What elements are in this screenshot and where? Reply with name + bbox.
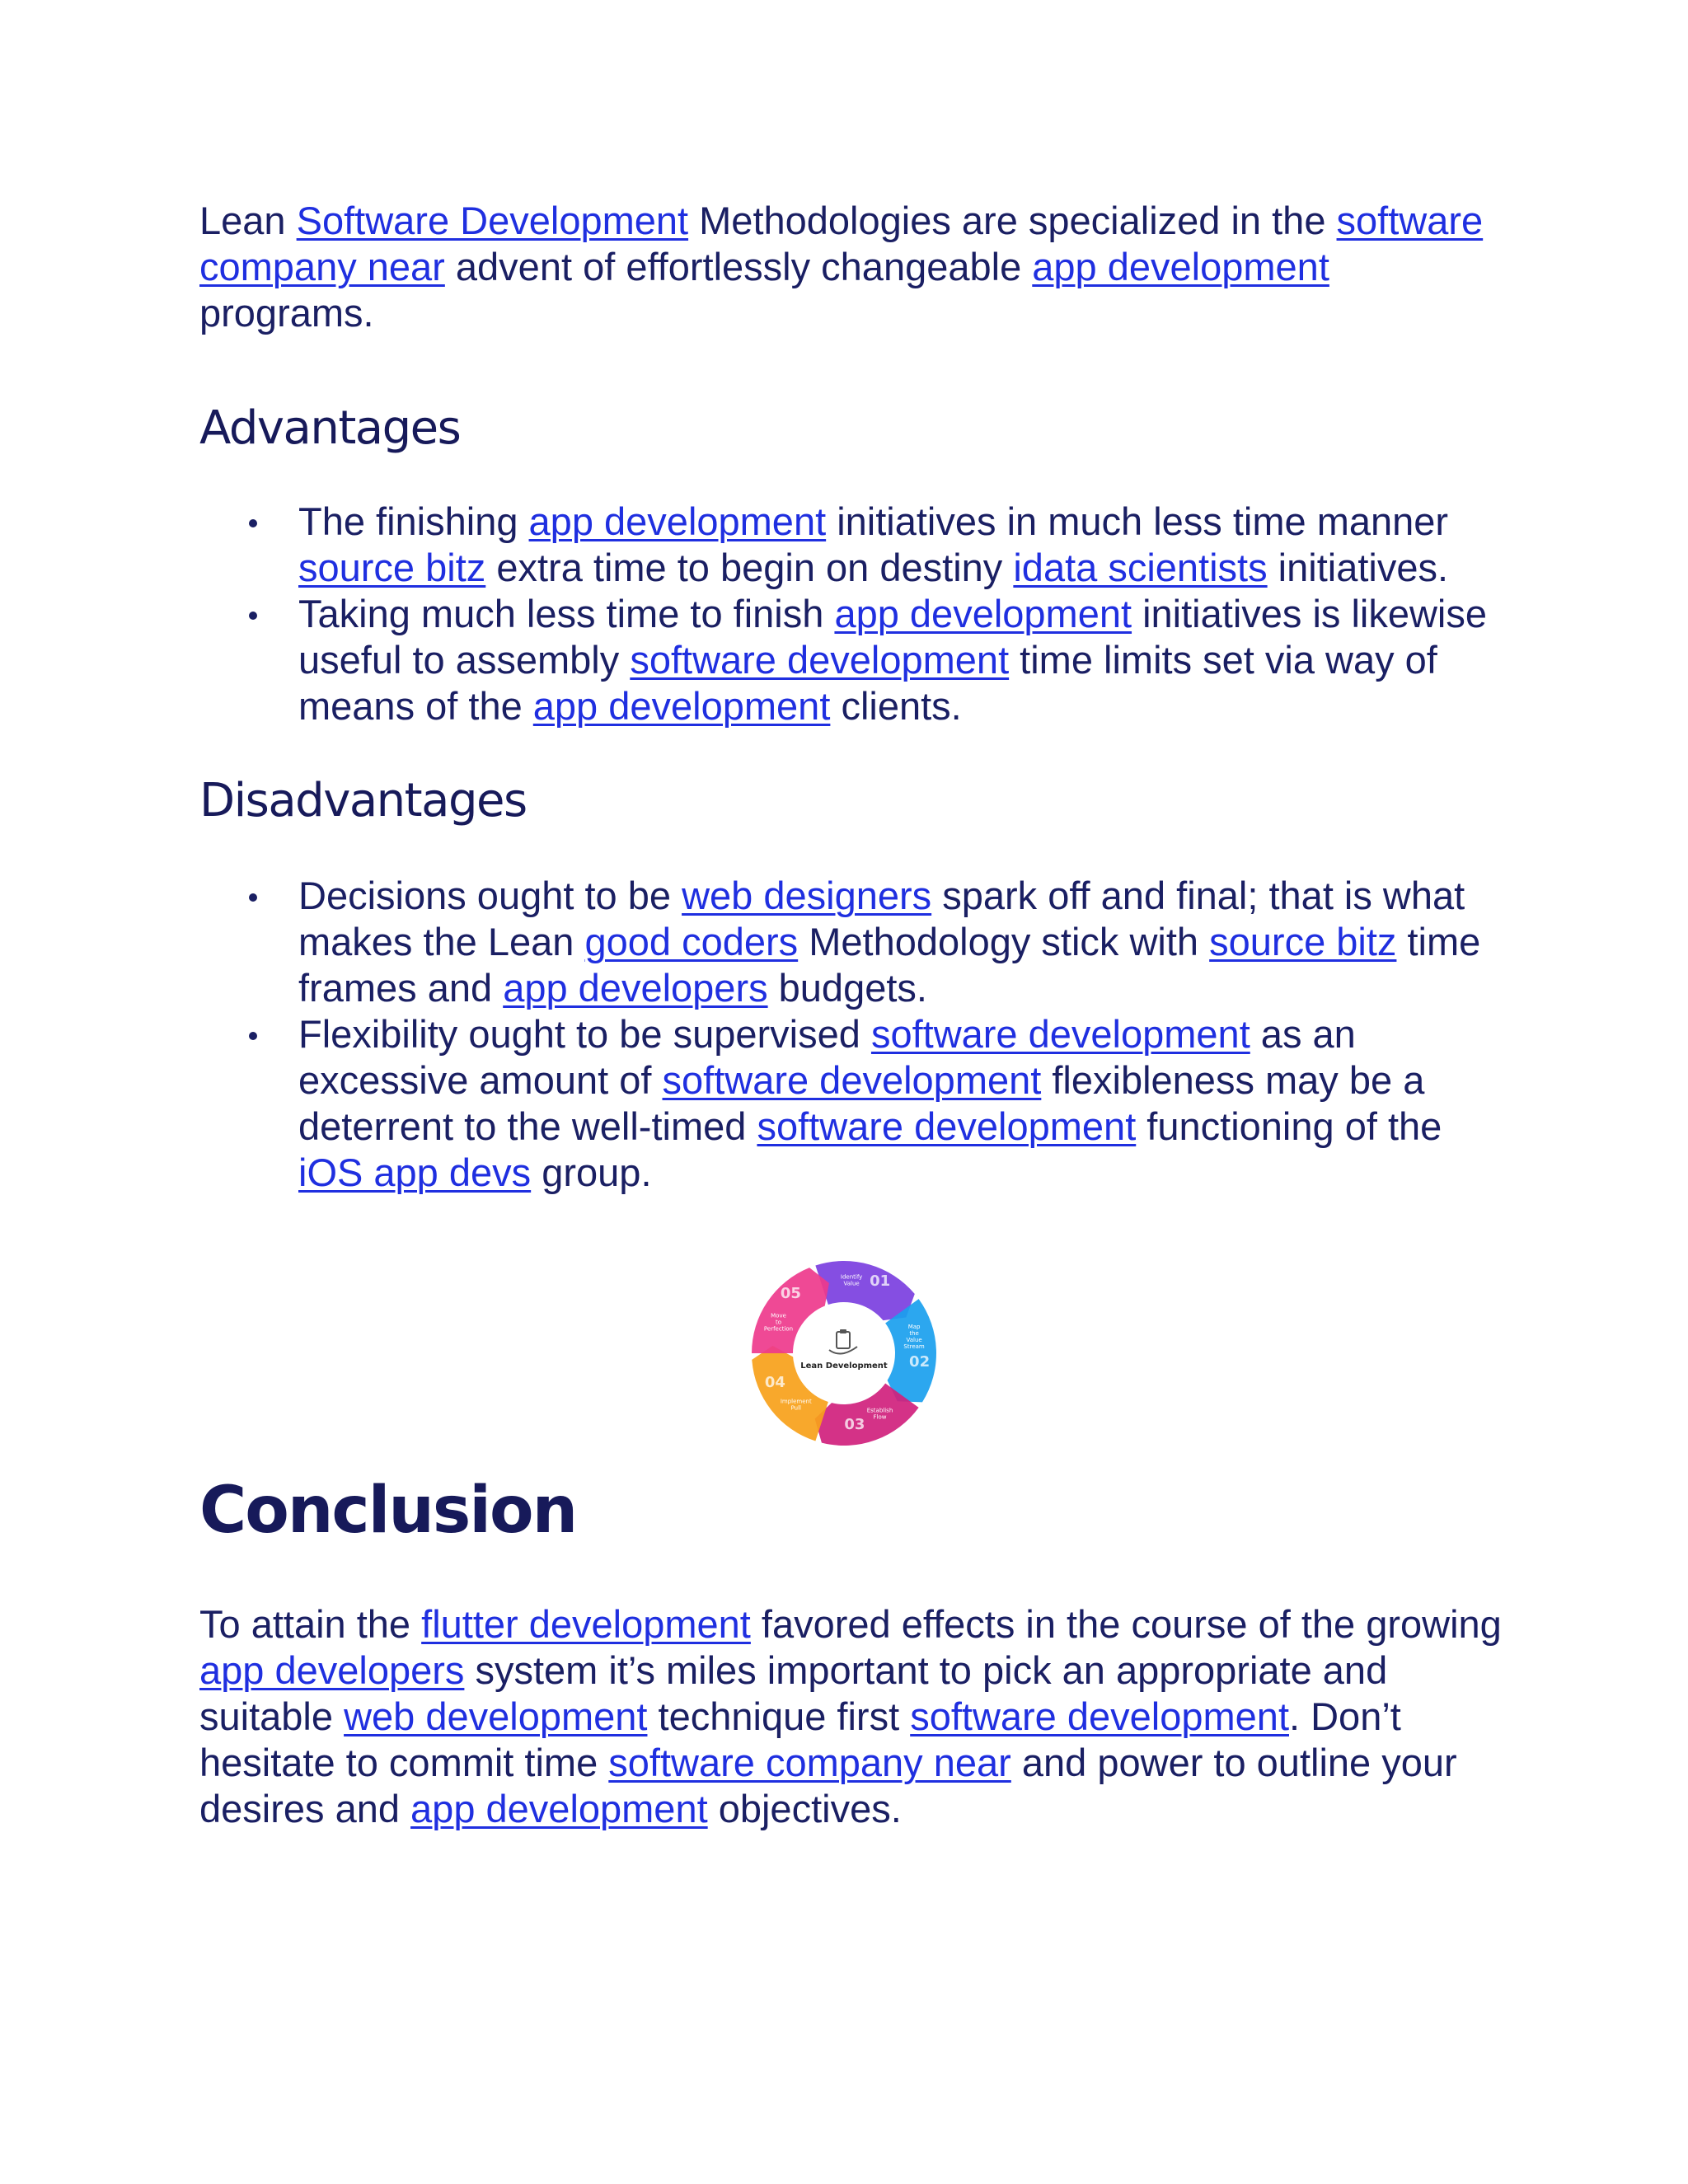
link-flutter-development[interactable]: flutter development [421,1602,751,1646]
conclusion-heading: Conclusion [199,1474,577,1548]
link-software-development[interactable]: Software Development [296,199,689,242]
disadvantage-2-text-5: group. [531,1151,652,1194]
disadvantage-1-text-1: Decisions ought to be [298,874,682,917]
conclusion-text-2: favored effects in the course of the growing [750,1602,1502,1646]
link-app-development[interactable]: app development [834,592,1132,635]
disadvantage-2-text-2: as an excessive amount of [298,1012,1356,1102]
advantage-2-text-4: clients. [830,684,962,728]
link-software-development[interactable]: software development [630,638,1010,682]
bullet-icon [249,893,257,902]
disadvantage-1-text-2: spark off and final; that is what makes the Lean [298,874,1465,963]
link-software-development[interactable]: software development [757,1104,1137,1148]
document-page [199,198,1502,1196]
link-software-company-near[interactable]: software company near [199,199,1484,288]
link-app-development[interactable]: app development [528,499,827,543]
link-web-development[interactable]: web development [344,1694,648,1738]
link-idata-scientists[interactable]: idata scientists [1013,546,1268,589]
cycle-step-label: Identify Value [840,1273,863,1287]
link-web-designers[interactable]: web designers [682,874,932,917]
advantages-list [199,499,1502,729]
diagram-center-label: Lean Development [800,1361,888,1371]
link-source-bitz[interactable]: source bitz [1209,920,1397,963]
conclusion-paragraph [199,1601,1502,1832]
disadvantage-2-text-3: flexibleness may be a deterrent to the well-timed [298,1058,1425,1148]
advantage-1-text-1: The finishing [298,499,529,543]
list-item [199,873,1502,1011]
cycle-step-label: Map the Value Stream [903,1323,925,1350]
disadvantage-2-text-1: Flexibility ought to be supervised [298,1012,871,1056]
link-app-developers[interactable]: app developers [503,966,768,1010]
intro-text-1: Lean [199,199,297,242]
link-good-coders[interactable]: good coders [584,920,799,963]
conclusion-text-1: To attain the [199,1602,422,1646]
advantage-2-text-1: Taking much less time to finish [298,592,835,635]
bullet-icon [249,612,257,620]
link-software-development[interactable]: software development [662,1058,1042,1102]
conclusion-text-3: system it’s miles important to pick an appropriate and suitable [199,1648,1388,1738]
link-software-development[interactable]: software development [870,1012,1250,1056]
advantages-heading: Advantages [199,401,461,455]
bullet-icon [249,519,257,527]
link-app-development[interactable]: app development [410,1787,708,1830]
advantage-1-text-3: extra time to begin on destiny [485,546,1014,589]
disadvantage-2-text-4: functioning of the [1136,1104,1442,1148]
intro-paragraph [199,198,1502,336]
link-source-bitz[interactable]: source bitz [298,546,486,589]
conclusion-text-5: . Don’t hesitate to commit time [199,1694,1401,1784]
link-ios-app-devs[interactable]: iOS app devs [298,1151,532,1194]
cycle-step-number: 01 [870,1272,891,1290]
disadvantages-list [199,873,1502,1196]
link-app-development[interactable]: app development [1032,245,1329,288]
intro-text-2: Methodologies are specialized in the [688,199,1337,242]
cycle-step-number: 05 [780,1285,801,1303]
link-app-developers[interactable]: app developers [199,1648,465,1692]
cycle-step-number: 04 [764,1373,785,1391]
advantage-2-text-2: initiatives is likewise useful to assembly [298,592,1488,682]
list-item [199,1011,1502,1196]
cycle-step-label: Move to Perfection [763,1312,794,1333]
conclusion-section [199,1471,1502,1832]
disadvantages-heading: Disadvantages [199,774,527,827]
list-item [199,591,1502,729]
disadvantage-1-text-5: budgets. [767,966,927,1010]
list-item [199,499,1502,591]
advantage-1-text-2: initiatives in much less time manner [826,499,1449,543]
intro-text-3: advent of effortlessly changeable [444,245,1033,288]
cycle-step-number: 02 [909,1353,931,1371]
intro-text-4: programs. [199,291,374,335]
disadvantage-1-text-3: Methodology stick with [798,920,1210,963]
bullet-icon [249,1032,257,1040]
cycle-step-label: Implement Pull [780,1398,812,1412]
cycle-step-number: 03 [844,1416,865,1434]
lean-cycle-graphic [740,1249,948,1457]
conclusion-text-7: objectives. [707,1787,902,1830]
cycle-step-label: Establish Flow [866,1407,893,1421]
link-software-development[interactable]: software development [910,1694,1289,1738]
disadvantage-1-text-4: time frames and [298,920,1481,1010]
lean-development-diagram [740,1249,948,1457]
advantage-1-text-4: initiatives. [1267,546,1449,589]
conclusion-text-6: and power to outline your desires and [199,1741,1457,1830]
advantage-2-text-3: time limits set via way of means of the [298,638,1437,728]
link-software-company-near[interactable]: software company near [608,1741,1011,1784]
conclusion-text-4: technique first [647,1694,911,1738]
link-app-development[interactable]: app development [532,684,831,728]
